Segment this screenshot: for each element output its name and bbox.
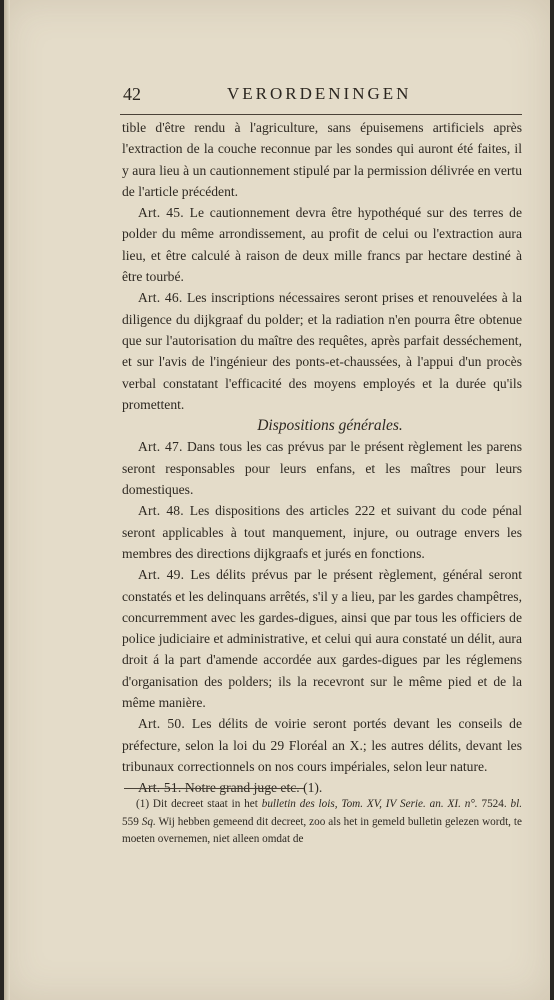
section-heading: Dispositions générales. [257,417,403,435]
article-45-text: Le cautionnement devra être hypothéqué sur des terres de polder du même arrondissement, au profit de celui ou l'extraction aura lieu, et être calculé à raison de deux mille francs par hectare destiné à être tourbé. [122,205,522,285]
article-50-text: Les délits de voirie seront portés devant les conseils de préfecture, selon la loi du 29 Floréal an X.; les autres délits, devant les tribunaux correctionnels on nos cours impériales, selon leur nature. [122,716,523,774]
article-46 [122,287,522,415]
footnote-text-2: 7524. [481,798,507,810]
article-48-label: Art. 48. [138,503,184,519]
footnote [122,796,522,849]
article-51-text: Notre grand juge etc. (1). [184,780,323,796]
article-47-label: Art. 47. [138,439,183,455]
article-46-text: Les inscriptions nécessaires seront prises et renouvelées à la diligence du dijkgraaf du polder; et la radiation n'en pourra être obtenue que sur l'autorisation du maître des requêtes, après parfait desséchement, et sur l'avis de l'ingénieur des ponts-et-chaussées, à l'appui d'un procès verbal constatant l'efficacité des moyens employés et la durée qu'ils promettent. [122,290,522,412]
footnote-text-1: Dit decreet staat in het [152,798,258,810]
article-47-text: Dans tous les cas prévus par le présent règlement les parens seront responsables pour leurs enfans, et les maîtres pour leurs domestiques. [122,439,522,498]
page-number: 42 [123,84,141,104]
footnote-italic-1: bulletin des lois, Tom. XV, IV Serie. an. XI. n°. [261,798,478,810]
article-47 [122,436,522,500]
article-51-label: Art. 51. [138,780,182,796]
paragraph-continuation: tible d'être rendu à l'agriculture, sans épuisemens artificiels après l'extraction de la couche reconnue par les sondes qui auront été faites, il y aura lieu à un cautionnement stipulé par la permission délivrée en vertu de l'article précédent. [122,120,522,199]
body-text [122,117,522,799]
article-45 [122,202,522,287]
header-rule [120,114,522,115]
article-45-label: Art. 45. [138,205,184,221]
footnote-marker: (1) [136,798,150,810]
footnote-text-3: 559 [122,815,139,828]
page-spine-shadow [4,0,10,1000]
article-49-text: Les délits prévus par le présent règlement, général seront constatés et les delinquans arrêtés, s'il y a lieu, par les gardes champêtres, concurremment avec les gardes-digues, ainsi que par tous les officiers de police judiciaire et administrative, et celui qui aura constaté un délit, aura droit á la part d'amende accordée aux gardes-digues par les réglemens d'organisation des polders; ils la recevront sur le même pied et de la même manière. [122,567,522,711]
footnote-rule [124,788,304,789]
article-48 [122,500,522,564]
footnote-text-4: Wij hebben gemeend dit decreet, zoo als het in gemeld bulletin gelezen wordt, te moeten overnemen, niet alleen omdat de [122,815,523,845]
article-50-label: Art. 50. [138,716,186,732]
footnote-italic-3: Sq. [141,815,156,828]
article-49 [122,564,522,713]
book-page [4,0,550,1000]
header-title: VERORDENINGEN [227,84,412,103]
footnote-italic-2: bl. [510,798,523,810]
article-48-text: Les dispositions des articles 222 et suivant du code pénal seront applicables à tout manquement, injure, ou outrage envers les membres des directions dijkgraafs et jurés en fonctions. [122,503,522,561]
article-49-label: Art. 49. [138,567,185,583]
article-50 [122,713,522,777]
article-46-label: Art. 46. [138,290,183,306]
